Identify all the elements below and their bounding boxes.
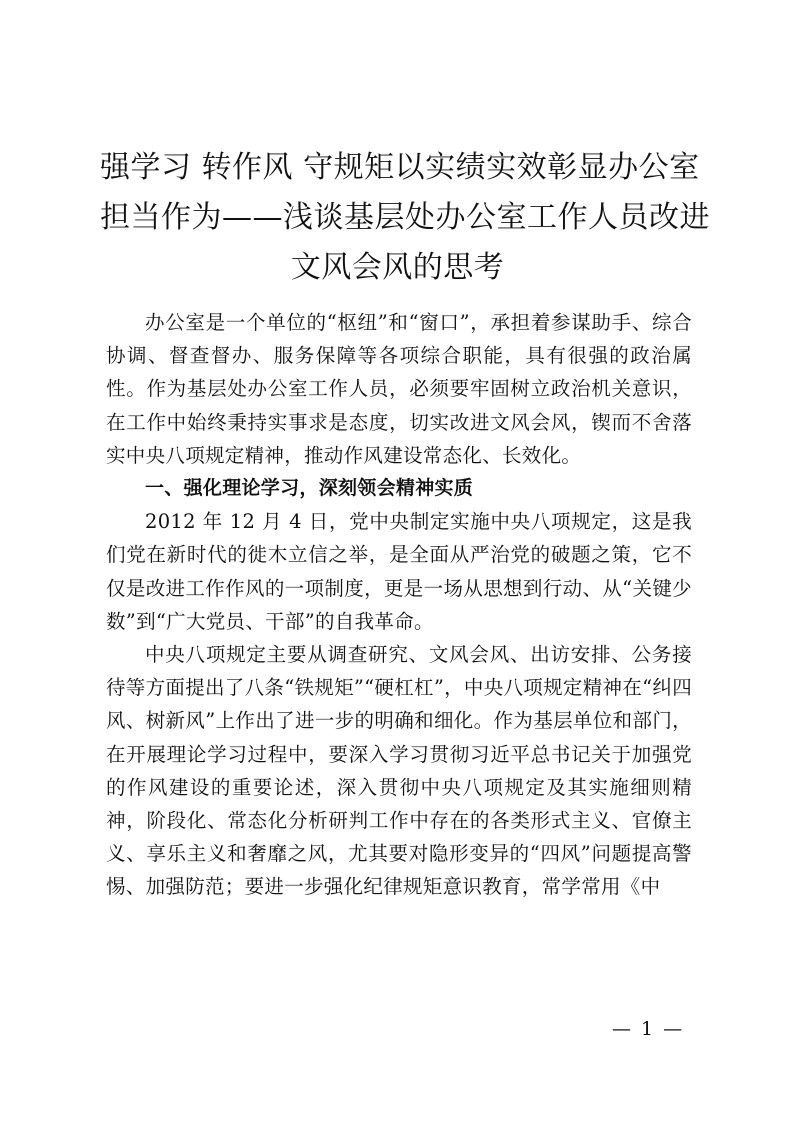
section-heading-1: 一、强化理论学习，深刻领会精神实质 [145, 477, 474, 500]
intro-paragraph: 办公室是一个单位的“枢纽”和“窗口”，承担着参谋助手、综合协调、督查督办、服务保障等各项综合职能，具有很强的政治属性。作为基层处办公室工作人员，必须要牢固树立政治机关意识，在工作中始终秉持实事求是态度，切实改进文风会风，锲而不舍落实中央八项规定精神，推动作风建设常态化、长效化。 [106, 311, 692, 467]
page-number: — 1 — [612, 1018, 685, 1040]
document-title [100, 143, 710, 293]
section-1-paragraph-2: 中央八项规定主要从调查研究、文风会风、出访安排、公务接待等方面提出了八条“铁规矩”“硬杠杠”，中央八项规定精神在“纠四风、树新风”上作出了进一步的明确和细化。作为基层单位和部门，在开展理论学习过程中，要深入学习贯彻习近平总书记关于加强党的作风建设的重要论述，深入贯彻中央八项规定及其实施细则精神，阶段化、常态化分析研判工作中存在的各类形式主义、官僚主义、享乐主义和奢靡之风，尤其要对隐形变异的“四风”问题提高警惕、加强防范；要进一步强化纪律规矩意识教育，常学常用《中 [106, 643, 692, 899]
title-line-3: 文风会风的思考 [290, 250, 505, 285]
document-body [106, 306, 692, 904]
title-line-1: 强学习 转作风 守规矩以实绩实效彰显办公室 [100, 150, 700, 185]
title-line-2: 担当作为——浅谈基层处办公室工作人员改进 [100, 200, 710, 235]
section-1-paragraph-1: 2012 年 12 月 4 日，党中央制定实施中央八项规定，这是我们党在新时代的徙木立信之举，是全面从严治党的破题之策，它不仅是改进工作作风的一项制度，更是一场从思想到行动、从“关键少数”到“广大党员、干部”的自我革命。 [106, 510, 692, 633]
